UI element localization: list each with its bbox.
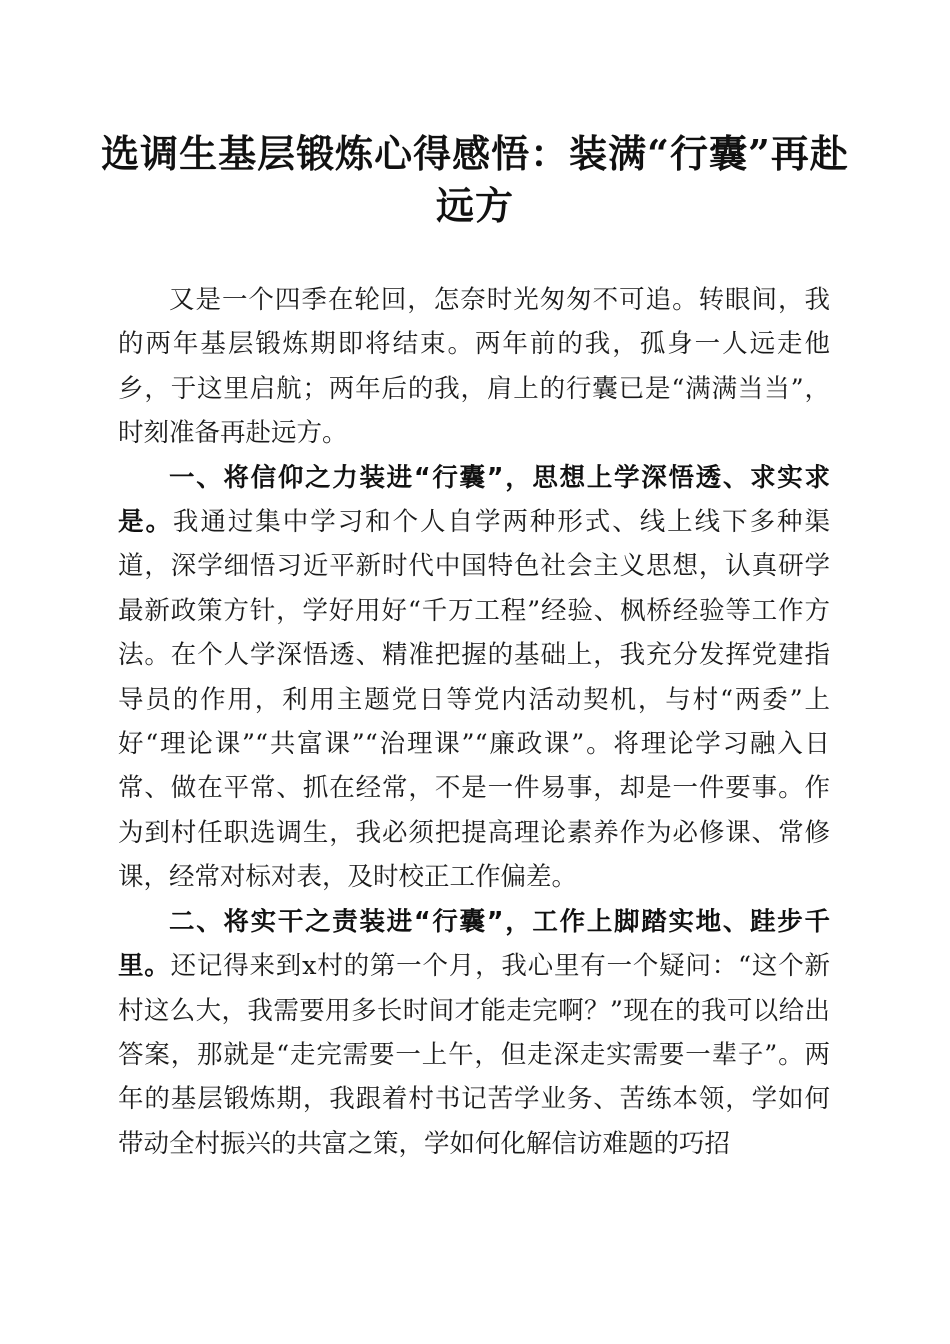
document-title: 选调生基层锻炼心得感悟：装满“行囊”再赴远方 (101, 131, 849, 228)
paragraph-section-two (118, 900, 830, 1166)
paragraph-section-one (118, 456, 830, 900)
paragraph-text: 又是一个四季在轮回，怎奈时光匆匆不可追。转眼间，我的两年基层锻炼期即将结束。两年前的我，孤身一人远走他乡，于这里启航；两年后的我，肩上的行囊已是“满满当当”，时刻准备再赴远方。 (118, 285, 830, 449)
paragraph-intro (118, 278, 830, 456)
document-body (118, 278, 830, 1166)
section-one-text: 我通过集中学习和个人自学两种形式、线上线下多种渠道，深学细悟习近平新时代中国特色社会主义思想，认真研学最新政策方针，学好用好“千万工程”经验、枫桥经验等工作方法。在个人学深悟透、精准把握的基础上，我充分发挥党建指导员的作用，利用主题党日等党内活动契机，与村“两委”上好“理论课”“共富课”“治理课”“廉政课”。将理论学习融入日常、做在平常、抓在经常，不是一件易事，却是一件要事。作为到村任职选调生，我必须把提高理论素养作为必修课、常修课，经常对标对表，及时校正工作偏差。 (118, 507, 830, 893)
section-one-heading: 一、将信仰之力装进“行囊”，思想上学深悟透、求实求是。 (118, 462, 830, 538)
section-two-heading: 二、将实干之责装进“行囊”，工作上脚踏实地、跬步千里。 (118, 906, 830, 982)
section-two-text: 还记得来到x村的第一个月，我心里有一个疑问：“这个新村这么大，我需要用多长时间才能走完啊？”现在的我可以给出答案，那就是“走完需要一上午，但走深走实需要一辈子”。两年的基层锻炼期，我跟着村书记苦学业务、苦练本领，学如何带动全村振兴的共富之策，学如何化解信访难题的巧招 (118, 951, 830, 1159)
